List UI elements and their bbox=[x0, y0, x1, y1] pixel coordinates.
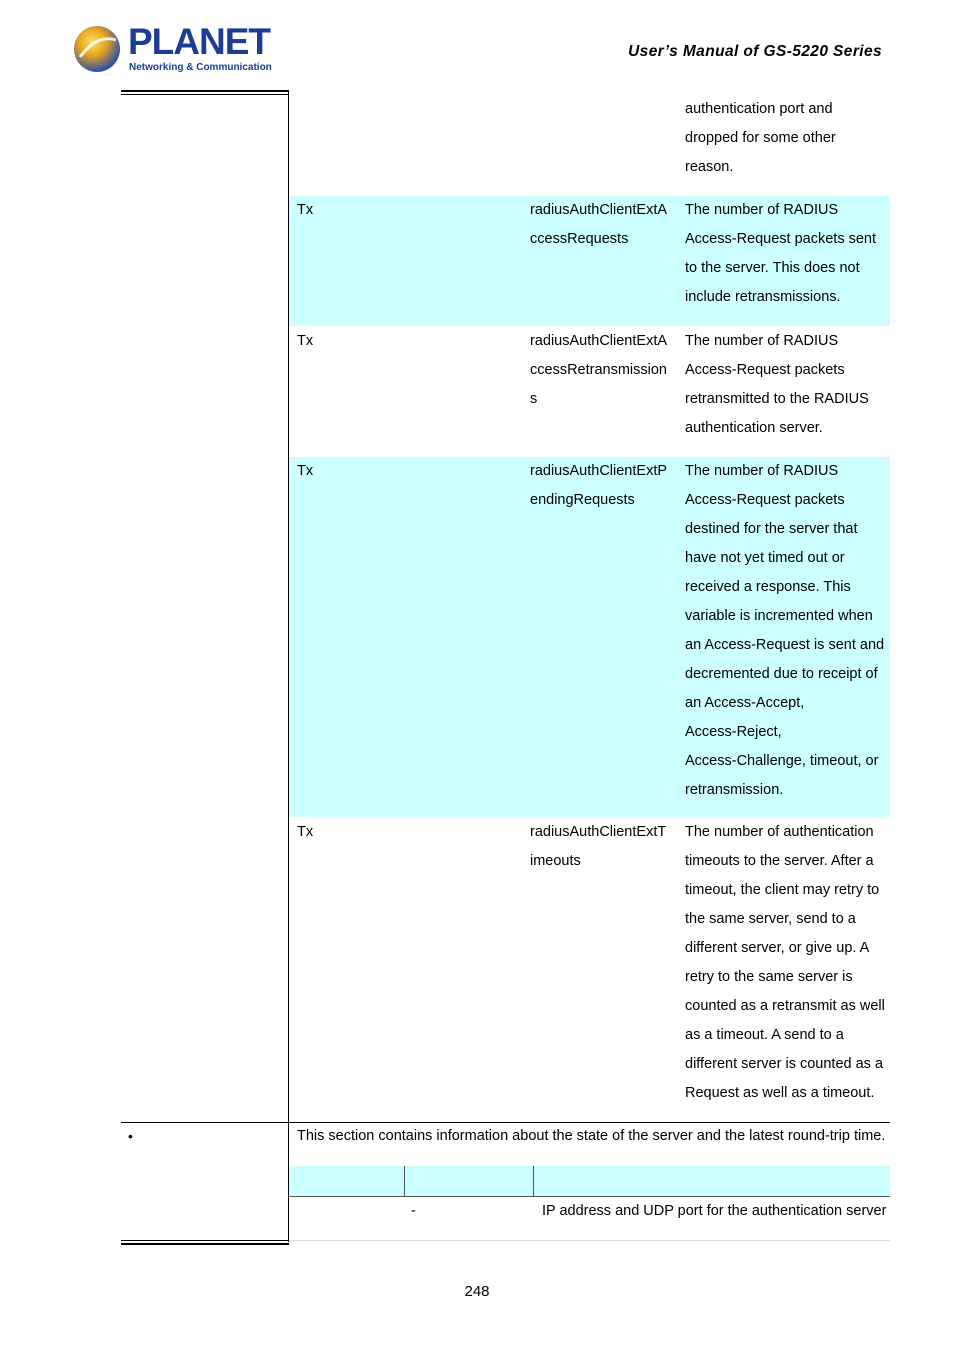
desc-line: Access-Request packets sent bbox=[685, 231, 877, 247]
object-line: radiusAuthClientExtA bbox=[530, 333, 668, 349]
desc-line: dropped for some other bbox=[685, 130, 836, 146]
desc-line: variable is incremented when bbox=[685, 608, 873, 624]
row-direction: Tx bbox=[297, 824, 314, 840]
desc-line: different server is counted as a bbox=[685, 1056, 884, 1072]
object-line: ccessRetransmission bbox=[530, 362, 667, 378]
desc-line: include retransmissions. bbox=[685, 289, 841, 305]
manual-title: User’s Manual of GS-5220 Series bbox=[628, 43, 882, 60]
row-description bbox=[685, 196, 890, 312]
object-line: imeouts bbox=[530, 853, 581, 869]
desc-line: authentication port and bbox=[685, 101, 833, 117]
desc-line: authentication server. bbox=[685, 420, 823, 436]
row-description bbox=[685, 327, 890, 443]
desc-line: The number of authentication bbox=[685, 824, 874, 840]
section-description: This section contains information about the state of the server and the latest round-trip time. bbox=[297, 1128, 886, 1144]
bottom-rule bbox=[121, 1243, 289, 1245]
row-description bbox=[685, 818, 890, 1108]
planet-logo bbox=[72, 21, 272, 78]
desc-line: the same server, send to a bbox=[685, 911, 856, 927]
desc-line: different server, or give up. A bbox=[685, 940, 870, 956]
desc-line: counted as a retransmit as well bbox=[685, 998, 885, 1014]
desc-line: to the server. This does not bbox=[685, 260, 860, 276]
desc-line: The number of RADIUS bbox=[685, 333, 839, 349]
desc-line: retry to the same server is bbox=[685, 969, 853, 985]
desc-line: Access-Request packets bbox=[685, 362, 845, 378]
logo-tagline: Networking & Communication bbox=[129, 62, 272, 73]
section-bullet: • bbox=[128, 1128, 133, 1144]
desc-line: Access-Challenge, timeout, or bbox=[685, 753, 879, 769]
top-rule bbox=[121, 90, 289, 92]
object-line: radiusAuthClientExtA bbox=[530, 202, 668, 218]
desc-line: received a response. This bbox=[685, 579, 851, 595]
desc-line: Access-Request packets bbox=[685, 492, 845, 508]
header-divider bbox=[404, 1166, 405, 1196]
desc-line: an Access-Request is sent and bbox=[685, 637, 885, 653]
object-line: ccessRequests bbox=[530, 231, 629, 247]
object-line: radiusAuthClientExtT bbox=[530, 824, 667, 840]
object-line: endingRequests bbox=[530, 492, 635, 508]
desc-line: timeout, the client may retry to bbox=[685, 882, 880, 898]
row-direction: Tx bbox=[297, 202, 314, 218]
desc-line: retransmitted to the RADIUS bbox=[685, 391, 869, 407]
server-table-header bbox=[289, 1166, 890, 1197]
bottom-rule-thin bbox=[121, 1240, 289, 1241]
desc-line: as a timeout. A send to a bbox=[685, 1027, 844, 1043]
desc-line: have not yet timed out or bbox=[685, 550, 845, 566]
desc-line: reason. bbox=[685, 159, 734, 175]
object-line: s bbox=[530, 391, 538, 407]
section-separator bbox=[121, 1122, 890, 1123]
row-description bbox=[685, 457, 890, 805]
table-row bbox=[289, 457, 890, 817]
desc-line: timeouts to the server. After a bbox=[685, 853, 874, 869]
desc-line: destined for the server that bbox=[685, 521, 858, 537]
row-object bbox=[530, 196, 680, 254]
desc-line: decremented due to receipt of bbox=[685, 666, 878, 682]
desc-line: Access-Reject, bbox=[685, 724, 782, 740]
desc-line: retransmission. bbox=[685, 782, 784, 798]
server-row-value: - bbox=[411, 1203, 416, 1219]
row-direction: Tx bbox=[297, 333, 314, 349]
logo-wordmark: PLANET bbox=[128, 21, 270, 62]
desc-line: Request as well as a timeout. bbox=[685, 1085, 875, 1101]
row-object bbox=[530, 327, 680, 414]
desc-line: The number of RADIUS bbox=[685, 202, 839, 218]
page-number: 248 bbox=[464, 1283, 490, 1300]
table-row bbox=[289, 95, 890, 196]
header-divider bbox=[533, 1166, 534, 1196]
object-line: radiusAuthClientExtP bbox=[530, 463, 668, 479]
desc-line: The number of RADIUS bbox=[685, 463, 839, 479]
desc-line: an Access-Accept, bbox=[685, 695, 805, 711]
server-row-description: IP address and UDP port for the authentication server bbox=[542, 1203, 887, 1219]
table-row bbox=[289, 327, 890, 457]
row-description bbox=[685, 95, 890, 182]
row-direction: Tx bbox=[297, 463, 314, 479]
top-rule-thin bbox=[121, 94, 289, 95]
row-object bbox=[530, 818, 680, 876]
row-object bbox=[530, 457, 680, 515]
table-row bbox=[289, 818, 890, 1121]
table-row bbox=[289, 196, 890, 326]
